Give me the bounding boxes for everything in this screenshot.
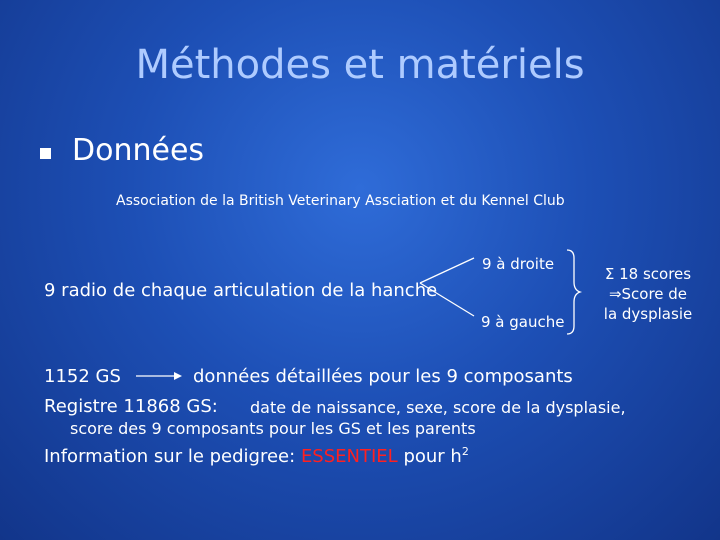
pedigree-line bbox=[44, 445, 469, 467]
scores-line-1: Σ 18 scores bbox=[604, 265, 692, 283]
hanche-text: 9 radio de chaque articulation de la hanche bbox=[44, 280, 438, 301]
pedigree-label: Information sur le pedigree: bbox=[44, 446, 296, 467]
gs-detail: données détaillées pour les 9 composants bbox=[193, 366, 573, 387]
association-text: Association de la British Veterinary Assciation et du Kennel Club bbox=[116, 193, 565, 209]
gs-count: 1152 GS bbox=[44, 366, 121, 387]
essentiel-text: ESSENTIEL bbox=[300, 446, 398, 467]
superscript-2: 2 bbox=[461, 445, 469, 458]
gauche-text: 9 à gauche bbox=[481, 313, 565, 331]
registre-label: Registre 11868 GS: bbox=[44, 396, 218, 417]
scores-block bbox=[592, 264, 704, 324]
scores-line-2: ⇒Score de bbox=[608, 285, 688, 303]
droite-text: 9 à droite bbox=[482, 255, 555, 273]
square-bullet-icon bbox=[40, 148, 51, 159]
scores-line-3: la dysplasie bbox=[603, 305, 693, 323]
section-heading: Données bbox=[72, 133, 205, 168]
right-brace bbox=[567, 250, 580, 334]
registre-detail-2: score des 9 composants pour les GS et les parents bbox=[70, 419, 476, 438]
pour-h-text: pour h bbox=[403, 446, 462, 467]
arrow-head-icon bbox=[174, 372, 182, 380]
slide-title: Méthodes et matériels bbox=[135, 42, 585, 88]
registre-detail: date de naissance, sexe, score de la dysplasie, bbox=[250, 398, 626, 417]
